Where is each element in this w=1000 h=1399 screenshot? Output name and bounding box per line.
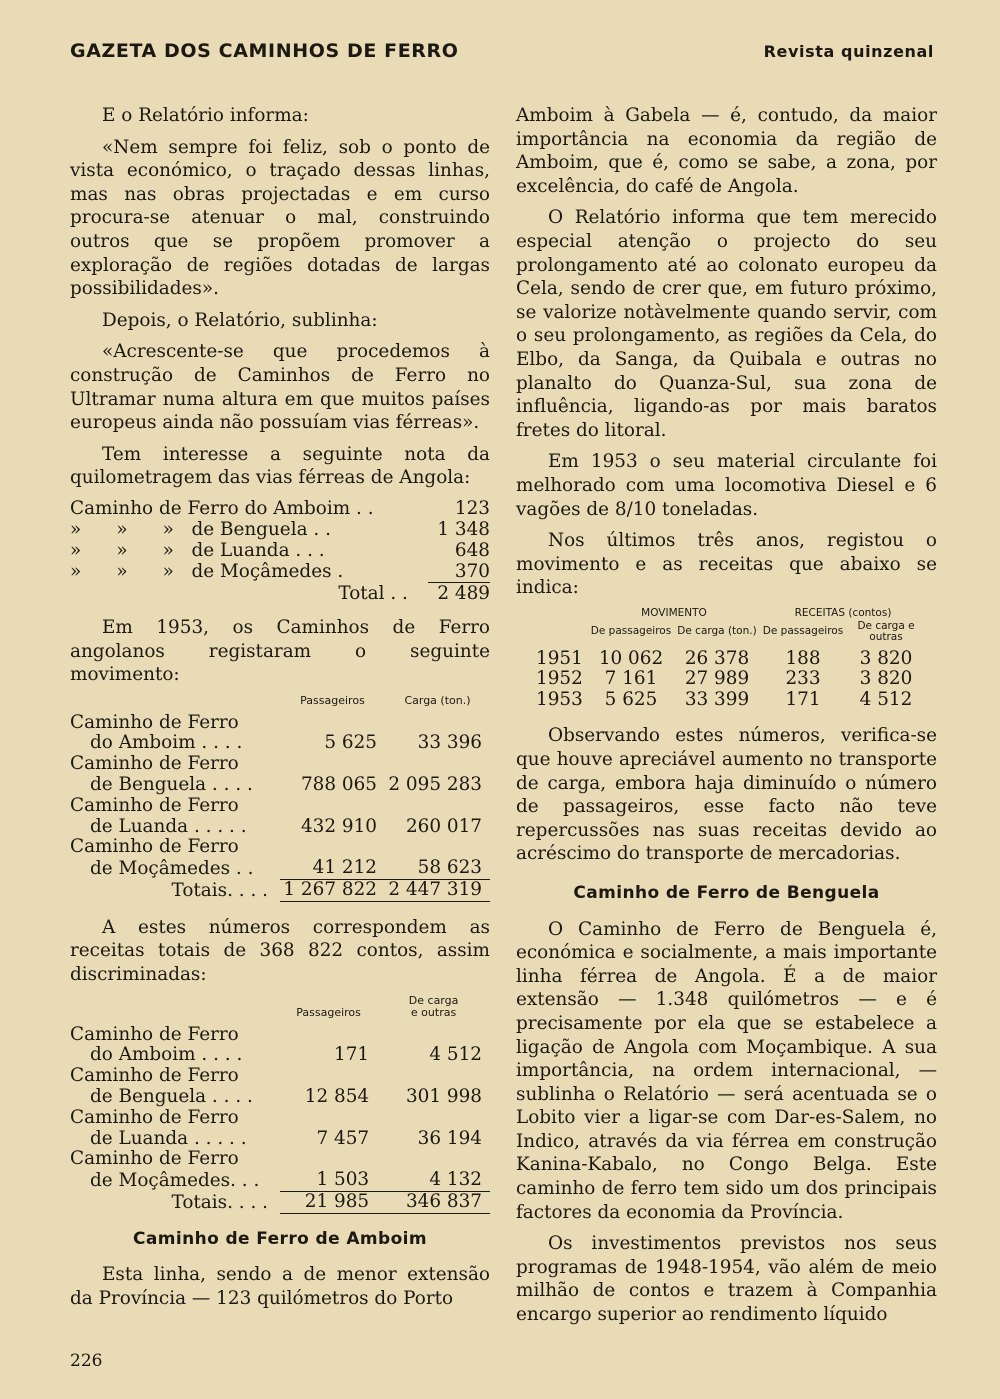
col-header: De passageiros — [762, 625, 844, 638]
table-row — [70, 733, 490, 754]
cell: 33 396 — [417, 732, 482, 754]
quote-paragraph: «Nem sempre foi feliz, sob o ponto de vista económico, o traçado dessas linhas, mas nas obras projectadas e em curso procura-se atenuar o mal, construindo outros que se propõem promover a exploração de regiões dotadas de largas possibilidades». — [70, 136, 490, 300]
cell: 5 625 — [604, 688, 658, 710]
paragraph: Tem interesse a seguinte nota da quilometragem das vias férreas de Angola: — [70, 443, 490, 489]
cell: 26 378 — [684, 647, 750, 669]
col-header: De carga e outras — [857, 619, 915, 643]
paragraph: Em 1953 o seu material circulante foi melhorado com uma locomotiva Diesel e 6 vagões de 8/10 toneladas. — [516, 451, 937, 520]
row-label: Caminho de Ferro — [70, 753, 239, 775]
amboim-stats-table — [536, 608, 926, 711]
cell: 7 457 — [316, 1127, 370, 1149]
table-row — [70, 1129, 490, 1150]
table-header — [70, 995, 490, 1025]
col-header-line: e outras — [410, 1005, 457, 1019]
km-value: 1 348 — [437, 518, 490, 540]
table-row — [70, 498, 490, 519]
cell: 5 625 — [324, 732, 377, 754]
paragraph: E o Relatório informa: — [102, 105, 309, 126]
paragraph: Nos últimos três anos, registou o movimento e as receitas que abaixo se indica: — [516, 530, 937, 599]
row-label: de Moçâmedes. . . — [90, 1169, 260, 1191]
row-label: Caminho de Ferro — [70, 1065, 239, 1087]
total-value: 2 489 — [437, 582, 490, 604]
col-header: Carga (ton.) — [404, 693, 471, 707]
row-label: do Amboim . . . . — [90, 732, 243, 754]
cell: 171 — [785, 688, 821, 710]
cell: 58 623 — [385, 858, 490, 879]
group-header: MOVIMENTO — [641, 606, 707, 619]
total-value: 21 985 — [280, 1192, 377, 1214]
line-label: » » » de Moçâmedes . — [70, 561, 344, 583]
table-row — [70, 519, 490, 540]
cell: 1 503 — [280, 1170, 377, 1191]
row-label: Caminho de Ferro — [70, 836, 239, 858]
section-heading: Caminho de Ferro de Amboim — [132, 1228, 427, 1249]
total-row — [70, 880, 490, 902]
quote-paragraph: «Acrescente-se que procedemos à construção de Caminhos de Ferro no Ultramar numa altura em que muitos países europeus ainda não possuíam vias férreas». — [70, 341, 490, 434]
paragraph: Amboim à Gabela — é, contudo, da maior importância na economia da região de Amboim, que é, como se sabe, a zona, por excelência, do café de Angola. — [516, 105, 937, 197]
paragraph: Observando estes números, verifica-se que houve apreciável aumento no transporte de carga, embora haja diminuído o número de passageiros, esse facto não teve repercussões nas suas receitas devido ao acréscimo do transporte de mercadorias. — [516, 725, 937, 865]
cell: 3 820 — [859, 647, 913, 669]
total-label: Totais. . . . — [171, 879, 268, 901]
paragraph: A estes números correspondem as receitas totais de 368 822 contos, assim discriminadas: — [70, 916, 490, 986]
col-header — [377, 995, 490, 1025]
row-label: Caminho de Ferro — [70, 711, 239, 733]
cell: 27 989 — [684, 668, 750, 690]
km-value: 370 — [428, 561, 490, 583]
cell: 3 820 — [859, 668, 913, 690]
table-header — [536, 621, 926, 649]
section-heading: Caminho de Ferro de Benguela — [573, 882, 880, 903]
cell: 4 512 — [859, 688, 913, 710]
kilometrage-table — [70, 498, 490, 604]
row-label: de Moçâmedes . . — [90, 857, 254, 879]
table-group-header — [536, 608, 926, 621]
line-label: » » » de Luanda . . . — [70, 539, 325, 561]
cell: 7 161 — [604, 668, 658, 690]
col-header: Passageiros — [300, 693, 365, 707]
table-row — [70, 858, 490, 879]
paragraph: Depois, o Relatório, sublinha: — [102, 309, 378, 331]
row-label: Caminho de Ferro — [70, 1023, 239, 1045]
cell: 10 062 — [598, 647, 664, 669]
group-header: RECEITAS (contos) — [794, 606, 892, 619]
cell: 33 399 — [684, 688, 750, 710]
table-row — [536, 690, 926, 711]
paragraph: O Relatório informa que tem merecido especial atenção o projecto do seu prolongamento até ao colonato europeu da Cela, sendo de crer que, em futuro próximo, se valorize notàvelmente quando servir, com o seu prolongamento, as regiões da Cela, do Elbo, da Sanga, da Quibala e outras no planalto do Quanza-Sul, sua zona de influência, ligando-as por mais baratos fretes do litoral. — [516, 207, 937, 441]
row-label: Caminho de Ferro — [70, 1106, 239, 1128]
total-row — [70, 1192, 490, 1214]
cell: 233 — [785, 668, 821, 690]
col-header: De carga (ton.) — [677, 625, 757, 638]
row-label: Caminho de Ferro — [70, 1148, 239, 1170]
table-row — [70, 540, 490, 561]
total-value: 1 267 822 — [280, 880, 385, 902]
year-cell: 1951 — [536, 647, 583, 669]
cell: 301 998 — [405, 1086, 482, 1108]
cell: 188 — [785, 647, 821, 669]
col-header-line: De carga — [408, 993, 459, 1007]
cell: 4 132 — [377, 1170, 490, 1191]
line-label: » » » de Benguela . . — [70, 518, 331, 540]
row-label: de Benguela . . . . — [90, 1086, 253, 1108]
cell: 4 512 — [429, 1044, 482, 1066]
table-header — [70, 695, 490, 713]
table-row — [70, 1087, 490, 1108]
year-cell: 1953 — [536, 688, 583, 710]
km-value: 648 — [454, 539, 490, 561]
cell: 260 017 — [405, 815, 482, 837]
row-label: Caminho de Ferro — [70, 794, 239, 816]
paragraph: O Caminho de Ferro de Benguela é, económica e socialmente, a mais importante linha férrea de Angola. É a de maior extensão — 1.348 quilómetros — e é precisamente por ela que se estabelece a ligação de Angola com Moçambique. A sua importância, na ordem internacional, — sublinha o Relatório — será acentuada se o Lobito vier a ligar-se com Dar-es-Salem, no Indico, através da via férrea em construção Kanina-Kabalo, no Congo Belga. Este caminho de ferro tem sido um dos principais factores da economia da Província. — [516, 918, 937, 1223]
table-row — [536, 649, 926, 670]
table-row — [70, 561, 490, 583]
total-label: Total . . — [338, 582, 408, 604]
year-cell: 1952 — [536, 668, 583, 690]
cell: 36 194 — [417, 1127, 482, 1149]
table-row — [70, 775, 490, 796]
km-value: 123 — [454, 497, 490, 519]
paragraph: Em 1953, os Caminhos de Ferro angolanos registaram o seguinte movimento: — [70, 616, 490, 686]
journal-title: GAZETA DOS CAMINHOS DE FERRO — [70, 40, 459, 62]
total-row — [70, 582, 490, 604]
cell: 12 854 — [304, 1086, 370, 1108]
total-value: 346 837 — [377, 1192, 490, 1214]
traffic-table — [70, 695, 490, 902]
table-row — [70, 817, 490, 838]
cell: 432 910 — [300, 815, 377, 837]
paragraph: Os investimentos previstos nos seus programas de 1948-1954, vão além de meio milhão de contos e trazem à Companhia encargo superior ao rendimento líquido — [516, 1233, 937, 1326]
table-row — [70, 1170, 490, 1191]
cell: 2 095 283 — [388, 774, 482, 796]
left-column — [70, 104, 490, 1319]
cell: 41 212 — [280, 858, 385, 879]
paragraph: Esta linha, sendo a de menor extensão da Província — 123 quilómetros do Porto — [70, 1264, 490, 1309]
row-label: de Luanda . . . . . — [90, 1127, 247, 1149]
receipts-table — [70, 995, 490, 1214]
row-label: de Luanda . . . . . — [90, 815, 247, 837]
right-column — [516, 104, 937, 1335]
cell: 788 065 — [300, 774, 377, 796]
col-header: Passageiros — [296, 1005, 361, 1019]
row-label: do Amboim . . . . — [90, 1044, 243, 1066]
total-label: Totais. . . . — [171, 1191, 268, 1213]
page-number: 226 — [70, 1351, 103, 1371]
cell: 171 — [334, 1044, 370, 1066]
journal-subtitle: Revista quinzenal — [763, 42, 934, 61]
table-row — [70, 1045, 490, 1066]
line-label: Caminho de Ferro do Amboim . . — [70, 497, 374, 519]
table-row — [536, 669, 926, 690]
col-header: De passageiros — [590, 625, 672, 638]
row-label: de Benguela . . . . — [90, 774, 253, 796]
total-value: 2 447 319 — [385, 880, 490, 902]
